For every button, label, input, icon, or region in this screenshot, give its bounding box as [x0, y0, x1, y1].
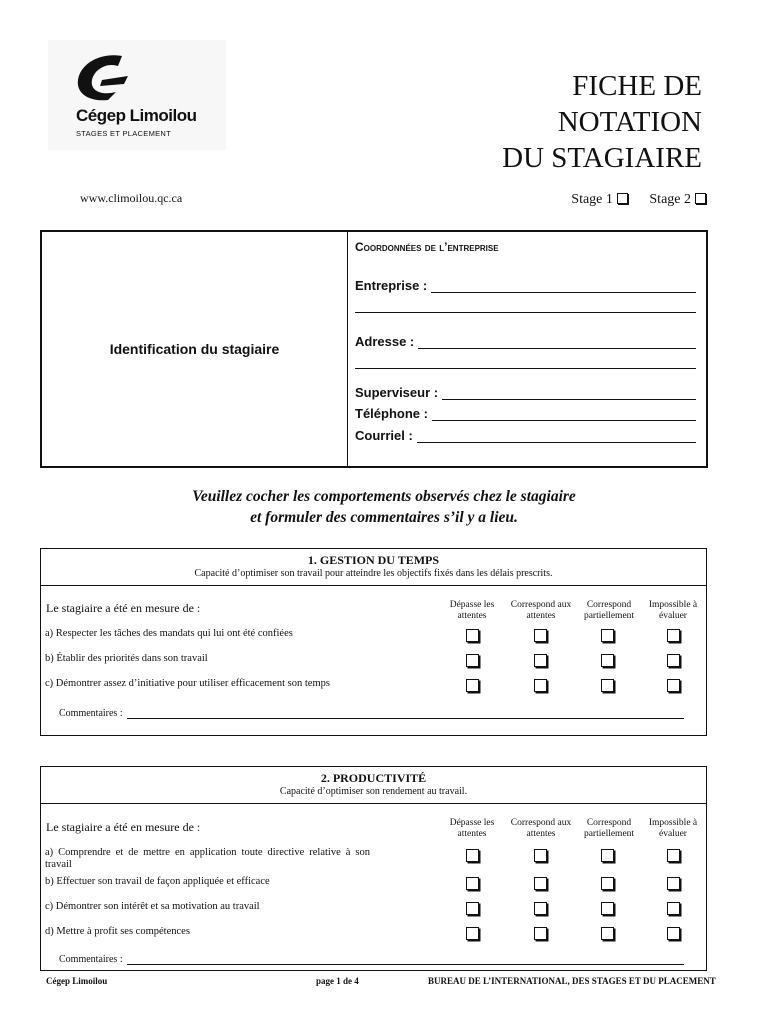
- footer-page-number: page 1 de 4: [316, 976, 359, 986]
- comments-line[interactable]: [127, 718, 684, 719]
- checkbox-correspond[interactable]: [534, 679, 547, 692]
- comments-field[interactable]: [59, 708, 684, 719]
- telephone-label: Téléphone :: [355, 406, 428, 421]
- logo: [48, 40, 226, 150]
- comments-label: Commentaires :: [59, 708, 123, 719]
- checkbox-impossible[interactable]: [667, 679, 680, 692]
- checkbox-impossible[interactable]: [667, 902, 680, 915]
- logo-subtitle: STAGES ET PLACEMENT: [76, 129, 172, 138]
- section-productivite: [40, 766, 707, 970]
- box-divider: [347, 232, 348, 466]
- stage2-checkbox[interactable]: [695, 193, 706, 204]
- col-depasse: Dépasse les attentes: [449, 818, 495, 839]
- instructions-line-2: et formuler des commentaires s’il y a lieu.: [250, 509, 518, 526]
- checkbox-impossible[interactable]: [667, 927, 680, 940]
- col-partiellement: Correspond partiellement: [583, 818, 635, 839]
- col-correspond: Correspond aux attentes: [510, 818, 572, 839]
- col-depasse: Dépasse les attentes: [449, 600, 495, 621]
- entreprise-extra-line[interactable]: [355, 312, 696, 313]
- section-description: Capacité d’optimiser son rendement au travail.: [279, 786, 468, 797]
- criterion-item: b) Établir des priorités dans son travail: [45, 653, 208, 664]
- cegep-logo-mark-icon: [72, 50, 132, 106]
- criterion-item: c) Démontrer son intérêt et sa motivation au travail: [45, 901, 260, 912]
- section-lead: Le stagiaire a été en mesure de :: [46, 601, 201, 615]
- company-coordinates-heading: Coordonnées de l’entreprise: [355, 240, 499, 254]
- checkbox-correspond[interactable]: [534, 654, 547, 667]
- superviseur-field[interactable]: [355, 385, 696, 400]
- comments-field[interactable]: [59, 954, 684, 965]
- checkbox-depasse[interactable]: [466, 927, 479, 940]
- footer-left: Cégep Limoilou: [46, 976, 108, 986]
- section-gestion-du-temps: [40, 548, 707, 736]
- page-title: [502, 68, 702, 176]
- superviseur-label: Superviseur :: [355, 385, 439, 400]
- section-header: [41, 767, 706, 804]
- section-description: Capacité d’optimiser son travail pour atteindre les objectifs fixés dans les délais prescrits.: [194, 568, 553, 579]
- footer-rule: [40, 970, 707, 971]
- section-title: 2. PRODUCTIVITÉ: [320, 771, 427, 785]
- telephone-line[interactable]: [432, 419, 696, 421]
- adresse-field[interactable]: [355, 334, 696, 349]
- checkbox-correspond[interactable]: [534, 629, 547, 642]
- section-title: 1. GESTION DU TEMPS: [307, 553, 440, 567]
- logo-name: Cégep Limoilou: [76, 106, 197, 125]
- checkbox-depasse[interactable]: [466, 629, 479, 642]
- checkbox-impossible[interactable]: [667, 654, 680, 667]
- stage-selector: [571, 192, 706, 208]
- checkbox-partiellement[interactable]: [601, 849, 614, 862]
- checkbox-correspond[interactable]: [534, 902, 547, 915]
- title-line-1: FICHE DE: [572, 70, 702, 102]
- identification-box: [40, 230, 708, 468]
- criterion-item: b) Effectuer son travail de façon appliquée et efficace: [45, 876, 270, 887]
- col-partiellement: Correspond partiellement: [583, 600, 635, 621]
- entreprise-field[interactable]: [355, 278, 696, 293]
- checkbox-correspond[interactable]: [534, 849, 547, 862]
- website-link[interactable]: www.climoilou.qc.ca: [80, 191, 183, 205]
- col-impossible: Impossible à évaluer: [648, 818, 698, 839]
- courriel-label: Courriel :: [355, 428, 413, 443]
- comments-label: Commentaires :: [59, 954, 123, 965]
- checkbox-depasse[interactable]: [466, 849, 479, 862]
- criterion-item: d) Mettre à profit ses compétences: [45, 926, 190, 937]
- checkbox-impossible[interactable]: [667, 849, 680, 862]
- telephone-field[interactable]: [355, 406, 696, 421]
- title-line-2: NOTATION: [557, 106, 702, 138]
- entreprise-line[interactable]: [431, 291, 696, 293]
- identification-label: Identification du stagiaire: [109, 341, 280, 357]
- criterion-item: c) Démontrer assez d’initiative pour utiliser efficacement son temps: [45, 678, 330, 689]
- section-header: [41, 549, 706, 586]
- comments-line[interactable]: [127, 964, 684, 965]
- stage2-label: Stage 2: [649, 192, 691, 207]
- courriel-field[interactable]: [355, 428, 696, 443]
- col-impossible: Impossible à évaluer: [648, 600, 698, 621]
- checkbox-depasse[interactable]: [466, 877, 479, 890]
- col-correspond: Correspond aux attentes: [510, 600, 572, 621]
- footer-right: BUREAU DE L’INTERNATIONAL, DES STAGES ET DU PLACEMENT: [428, 976, 716, 986]
- courriel-line[interactable]: [417, 441, 696, 443]
- checkbox-depasse[interactable]: [466, 654, 479, 667]
- adresse-label: Adresse :: [355, 334, 415, 349]
- stage1-label: Stage 1: [571, 192, 613, 207]
- checkbox-impossible[interactable]: [667, 629, 680, 642]
- checkbox-partiellement[interactable]: [601, 654, 614, 667]
- checkbox-partiellement[interactable]: [601, 902, 614, 915]
- superviseur-line[interactable]: [442, 398, 696, 400]
- checkbox-partiellement[interactable]: [601, 679, 614, 692]
- instructions: [0, 486, 768, 528]
- adresse-extra-line[interactable]: [355, 368, 696, 369]
- checkbox-impossible[interactable]: [667, 877, 680, 890]
- entreprise-label: Entreprise :: [355, 278, 428, 293]
- instructions-line-1: Veuillez cocher les comportements observés chez le stagiaire: [192, 488, 576, 505]
- checkbox-partiellement[interactable]: [601, 927, 614, 940]
- checkbox-depasse[interactable]: [466, 679, 479, 692]
- checkbox-partiellement[interactable]: [601, 629, 614, 642]
- criterion-item: a) Respecter les tâches des mandats qui lui ont été confiées: [45, 628, 293, 639]
- checkbox-depasse[interactable]: [466, 902, 479, 915]
- title-line-3: DU STAGIAIRE: [502, 142, 702, 174]
- criterion-item: a) Comprendre et de mettre en application toute directive relative à son travail: [45, 847, 370, 870]
- checkbox-partiellement[interactable]: [601, 877, 614, 890]
- checkbox-correspond[interactable]: [534, 927, 547, 940]
- section-lead: Le stagiaire a été en mesure de :: [46, 820, 201, 834]
- stage1-checkbox[interactable]: [617, 193, 628, 204]
- adresse-line[interactable]: [418, 347, 696, 349]
- checkbox-correspond[interactable]: [534, 877, 547, 890]
